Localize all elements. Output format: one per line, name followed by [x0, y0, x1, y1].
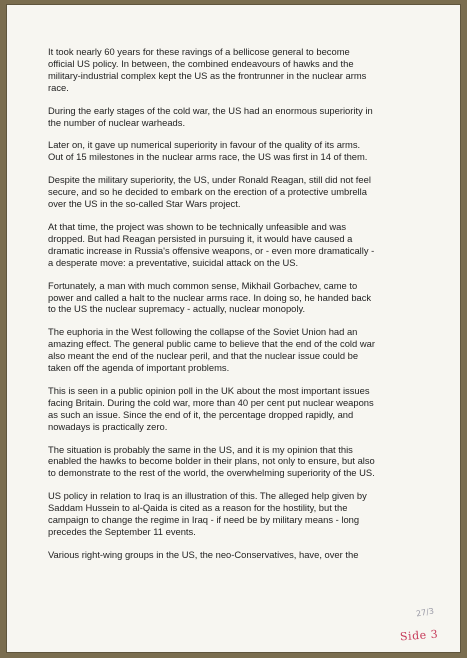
paragraph: Various right-wing groups in the US, the neo-Conservatives, have, over the	[48, 548, 359, 560]
page-number: 27/3	[415, 606, 435, 619]
paragraph: This is seen in a public opinion poll in the UK about the most important issues facing Britain. During the cold war, more than 40 per cent put nuclear weapons as such an issue. Since the end of it, the percentage dropped rapidly, and nowadays is practically zero.	[48, 384, 374, 432]
document-page	[6, 4, 461, 653]
paragraph: It took nearly 60 years for these ravings of a bellicose general to become official US policy. In between, the combined endeavours of hawks and the military-industrial complex kept the US as the frontrunner in the nuclear arms race.	[48, 46, 367, 93]
paragraph: Despite the military superiority, the US, under Ronald Reagan, still did not feel secure, and so he decided to embark on the erection of a protective umbrella over the US in the so-called Star Wars project.	[48, 174, 371, 210]
page-stamp: Side 3	[399, 627, 439, 644]
paragraph: The situation is probably the same in the US, and it is my opinion that this enabled the hawks to become bolder in their plans, not only to ensure, but also to demonstrate to the rest of the world, the overwhelming superiority of the US.	[48, 443, 375, 479]
paragraph: Later on, it gave up numerical superiority in favour of the quality of its arms. Out of 15 milestones in the nuclear arms race, the US was first in 14 of them.	[48, 139, 368, 163]
document-body	[48, 46, 443, 572]
paragraph: The euphoria in the West following the collapse of the Soviet Union had an amazing effect. The general public came to believe that the end of the cold war also meant the end of the nuclear peril, and that the nuclear issue could be taken off the agenda of important problems.	[48, 326, 375, 374]
paragraph: Fortunately, a man with much common sense, Mikhail Gorbachev, came to power and called a halt to the nuclear arms race. In doing so, he handed back to the US the nuclear supremacy - actually, nuclear monopoly.	[48, 279, 372, 315]
paragraph: US policy in relation to Iraq is an illustration of this. The alleged help given by Saddam Hussein to al-Qaida is cited as a reason for the hostility, but the campaign to change the regime in Iraq - if need be by military means - long precedes the September 11 events.	[48, 490, 367, 537]
paragraph: At that time, the project was shown to be technically unfeasible and was dropped. But had Reagan persisted in pursuing it, it would have caused a dramatic increase in Russia's offensive weapons, or - even more dramatically - a desperate move: a preventative, suicidal attack on the US.	[48, 220, 375, 268]
paragraph: During the early stages of the cold war, the US had an enormous superiority in the number of nuclear warheads.	[48, 104, 373, 128]
